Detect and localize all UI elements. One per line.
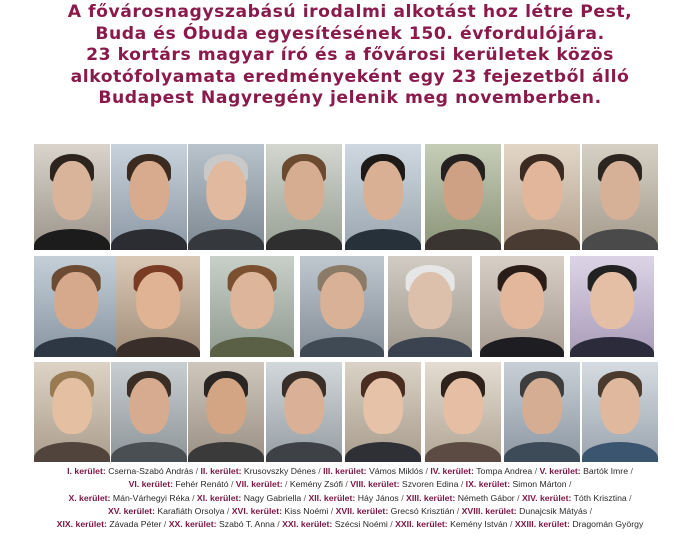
author-name: Cserna-Szabó András (108, 466, 194, 476)
author-name: Háy János (357, 492, 399, 503)
separator: / (566, 479, 572, 490)
portrait-body (266, 229, 342, 250)
portrait-head (408, 272, 452, 329)
portrait-head (443, 378, 483, 434)
portrait-body (210, 337, 294, 357)
author-photo (266, 144, 342, 250)
author-name: Nagy Gabriella (243, 492, 302, 503)
district-author-list (0, 465, 700, 531)
author-name: Szécsi Noémi (334, 519, 388, 530)
author-name: Kemény Zsófi (289, 479, 343, 490)
separator: / (342, 479, 351, 490)
author-photo (266, 362, 342, 462)
author-photo (188, 144, 264, 250)
district-label: XI. kerület: (196, 492, 242, 503)
portrait-head (129, 378, 169, 434)
separator: / (161, 519, 169, 530)
separator: / (626, 492, 632, 503)
district-line (0, 505, 700, 518)
author-photo (345, 362, 421, 462)
district-label: XV. kerület: (107, 505, 155, 516)
portrait-body (570, 337, 654, 357)
separator: / (224, 505, 232, 516)
portrait-head (52, 161, 92, 220)
author-photo (425, 362, 501, 462)
district-label: II. kerület: (200, 466, 242, 476)
portrait-head (522, 161, 562, 220)
author-photo (210, 256, 294, 357)
district-label: IV. kerület: (430, 466, 474, 476)
separator: / (458, 479, 466, 490)
separator: / (228, 479, 236, 490)
portrait-body (425, 442, 501, 462)
separator: / (274, 519, 283, 530)
author-photo (300, 256, 384, 357)
author-photo (34, 144, 110, 250)
district-label: XIII. kerület: (406, 492, 456, 503)
separator: / (507, 519, 515, 530)
portrait-head (52, 378, 92, 434)
author-name: Mán-Várhegyi Réka (112, 492, 190, 503)
author-photo (388, 256, 472, 357)
author-name: Grecsó Krisztián (390, 505, 455, 516)
author-name: Karafiáth Orsolya (157, 505, 225, 516)
author-name: Kiss Noémi (284, 505, 329, 516)
district-label: XVIII. kerület: (461, 505, 517, 516)
district-label: V. kerület: (539, 466, 581, 476)
portrait-body (188, 442, 264, 462)
separator: / (301, 492, 309, 503)
author-name: Simon Márton (512, 479, 567, 490)
district-label: VI. kerület: (128, 479, 173, 490)
author-photo (111, 362, 187, 462)
author-photo (582, 144, 658, 250)
portrait-head (230, 272, 274, 329)
portrait-body (504, 442, 580, 462)
district-line (0, 492, 700, 505)
separator: / (315, 466, 324, 476)
district-label: XVII. kerület: (335, 505, 389, 516)
separator: / (285, 479, 290, 490)
district-label: XIV. kerület: (521, 492, 572, 503)
district-label: XVI. kerület: (231, 505, 282, 516)
district-label: XXIII. kerület: (514, 519, 570, 530)
district-label: XII. kerület: (308, 492, 356, 503)
portrait-head (136, 272, 180, 329)
portrait-body (300, 337, 384, 357)
author-photo (34, 256, 118, 357)
separator: / (532, 466, 540, 476)
separator: / (398, 492, 407, 503)
separator: / (423, 466, 431, 476)
author-photo (504, 144, 580, 250)
portrait-head (320, 272, 364, 329)
author-name: Dunajcsik Mátyás (519, 505, 588, 516)
author-photo (345, 144, 421, 250)
separator: / (628, 466, 633, 476)
author-name: Krusovszky Dénes (243, 466, 316, 476)
district-label: XX. kerület: (168, 519, 217, 530)
headline-line-4: alkotófolyamata eredményeként egy 23 fejezetből álló (70, 66, 630, 87)
author-name: Szabó T. Anna (218, 519, 275, 530)
author-name: Vámos Miklós (368, 466, 424, 476)
portrait-body (188, 229, 264, 250)
separator: / (454, 505, 462, 516)
portrait-head (284, 161, 324, 220)
district-label: XXI. kerület: (282, 519, 333, 530)
portrait-body (388, 337, 472, 357)
district-label: XIX. kerület: (56, 519, 107, 530)
district-line (0, 465, 700, 478)
separator: / (189, 492, 197, 503)
portrait-body (34, 442, 110, 462)
author-name: Németh Gábor (457, 492, 515, 503)
district-label: I. kerület: (67, 466, 106, 476)
author-photo (480, 256, 564, 357)
separator: / (387, 519, 396, 530)
author-name: Szvoren Edina (401, 479, 459, 490)
district-line (0, 478, 700, 491)
portrait-body (582, 442, 658, 462)
district-line (0, 518, 700, 531)
portrait-body (116, 337, 200, 357)
district-label: VIII. kerület: (350, 479, 400, 490)
district-label: XXII. kerület: (395, 519, 448, 530)
portrait-head (600, 161, 640, 220)
author-photo (188, 362, 264, 462)
author-name: Závada Péter (109, 519, 162, 530)
district-label: IX. kerület: (465, 479, 511, 490)
author-name: Tóth Krisztina (573, 492, 627, 503)
headline-line-2: Buda és Óbuda egyesítésének 150. évfordulójára. (95, 23, 605, 44)
author-photo (425, 144, 501, 250)
portrait-body (480, 337, 564, 357)
portrait-body (582, 229, 658, 250)
author-photo (116, 256, 200, 357)
portrait-body (345, 229, 421, 250)
portrait-head (363, 378, 403, 434)
author-photo (34, 362, 110, 462)
portrait-body (34, 229, 110, 250)
author-name: Kemény István (450, 519, 508, 530)
headline-line-3: 23 kortárs magyar író és a fővárosi kerületek közös (86, 45, 614, 65)
portrait-head (522, 378, 562, 434)
author-name: Tompa Andrea (476, 466, 533, 476)
portrait-head (129, 161, 169, 220)
author-name: Dragomán György (572, 519, 644, 530)
portrait-head (206, 161, 246, 220)
author-photo (504, 362, 580, 462)
separator: / (514, 492, 522, 503)
portrait-head (600, 378, 640, 434)
portrait-head (284, 378, 324, 434)
separator: / (193, 466, 201, 476)
portrait-body (345, 442, 421, 462)
portrait-body (111, 229, 187, 250)
headline-line-1: A fővárosnagyszabású irodalmi alkotást hoz létre Pest, (67, 2, 633, 22)
portrait-body (266, 442, 342, 462)
portrait-body (111, 442, 187, 462)
author-photo (582, 362, 658, 462)
portrait-body (34, 337, 118, 357)
district-label: III. kerület: (323, 466, 367, 476)
portrait-body (425, 229, 501, 250)
separator: / (328, 505, 336, 516)
portrait-head (590, 272, 634, 329)
district-label: VII. kerület: (235, 479, 283, 490)
author-name: Fehér Renátó (175, 479, 229, 490)
author-photo (570, 256, 654, 357)
portrait-head (443, 161, 483, 220)
portrait-body (504, 229, 580, 250)
portrait-head (363, 161, 403, 220)
author-name: Bartók Imre (583, 466, 629, 476)
portrait-head (500, 272, 544, 329)
headline-line-5: Budapest Nagyregény jelenik meg novemberben. (98, 88, 602, 108)
author-photo (111, 144, 187, 250)
separator: / (587, 505, 593, 516)
portrait-head (54, 272, 98, 329)
district-label: X. kerület: (68, 492, 111, 503)
portrait-head (206, 378, 246, 434)
